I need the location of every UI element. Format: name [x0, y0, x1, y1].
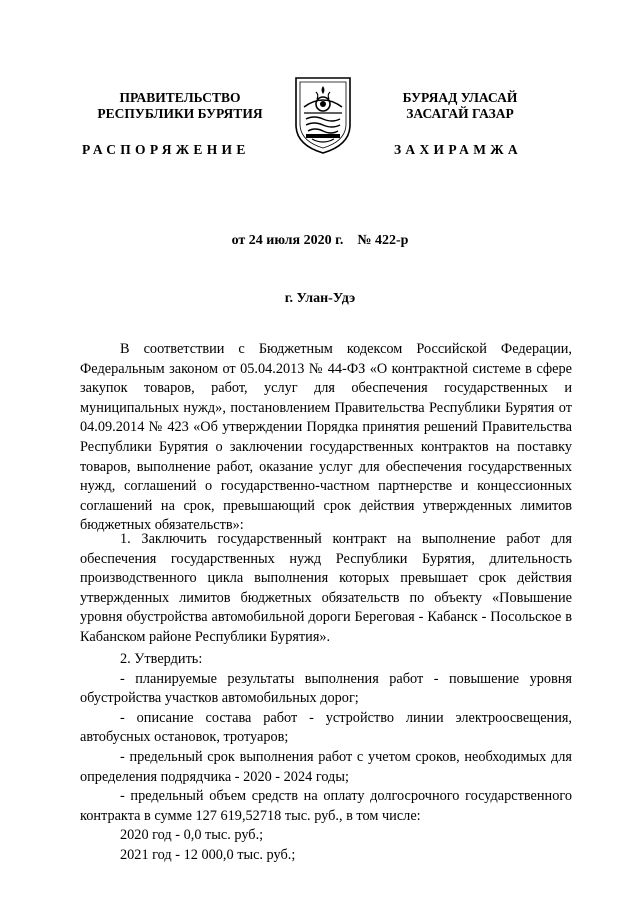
item-1-text: 1. Заключить государственный контракт на выполнение работ для обеспечения государственных нужд Республики Бурятия, длительность производственного цикла выполнения которых превышает срок действия утвержденных лимитов бюджетных обязательств по объекту «Повышение уровня обустройства автомобильной дороги Береговая - Кабанск - Посольское в Кабанском районе Республики Бурятия».: [80, 531, 572, 645]
coat-of-arms-emblem: [292, 73, 354, 155]
header-left-line1: ПРАВИТЕЛЬСТВО: [119, 90, 241, 105]
document-type-left: РАСПОРЯЖЕНИЕ: [82, 142, 250, 157]
item-2-intro: 2. Утвердить:: [120, 651, 203, 667]
header-left-line2: РЕСПУБЛИКИ БУРЯТИЯ: [97, 106, 263, 121]
item-2-line: - планируемые результаты выполнения работ - повышение уровня обустройства участков автомобильных дорог;: [80, 670, 572, 707]
item-2-year-line: 2021 год - 12 000,0 тыс. руб.;: [120, 846, 296, 863]
header-right-line2: ЗАСАГАЙ ГАЗАР: [406, 106, 514, 121]
preamble-paragraph: [80, 340, 572, 536]
preamble-text: В соответствии с Бюджетным кодексом Российской Федерации, Федеральным законом от 05.04.2013 № 44-ФЗ «О контрактной системе в сфере закупок товаров, работ, услуг для обеспечения государственных и муниципальных нужд», постановлением Правительства Республики Бурятия от 04.09.2014 № 423 «Об утверждении Порядка принятия решений Правительства Республики Бурятия о заключении государственных контрактов на поставку товаров, выполнение работ, оказание услуг для обеспечения государственных нужд, соглашений о государственно-частном партнерстве и концессионных соглашений на срок, превышающий срок действия утвержденных лимитов бюджетных обязательств»:: [80, 341, 572, 534]
item-2-line: - предельный срок выполнения работ с учетом сроков, необходимых для определения подрядчика - 2020 - 2024 годы;: [80, 748, 572, 785]
item-2-line: - описание состава работ - устройство линии электроосвещения, автобусных остановок, тротуаров;: [80, 709, 572, 746]
header-right-line1: БУРЯАД УЛАСАЙ: [402, 90, 518, 105]
header-left-org: [80, 90, 280, 122]
item-2-line: - предельный объем средств на оплату долгосрочного государственного контракта в сумме 127 619,52718 тыс. руб., в том числе:: [80, 788, 572, 824]
item-2-section: [80, 650, 572, 866]
document-type-right: ЗАХИРАМЖА: [394, 142, 522, 157]
header-right-org: [366, 90, 554, 122]
date-and-number: от 24 июля 2020 г. № 422-р: [231, 233, 409, 248]
city: г. Улан-Удэ: [284, 291, 356, 306]
item-2-year-line: 2020 год - 0,0 тыс. руб.;: [120, 827, 264, 844]
item-1-paragraph: [80, 530, 572, 648]
